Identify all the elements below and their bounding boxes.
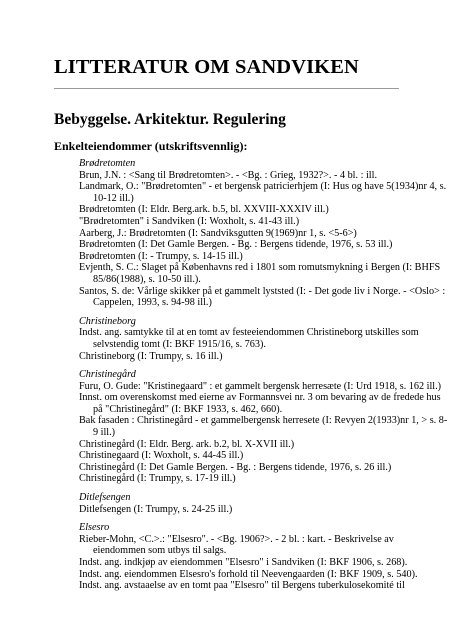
bibliography-entry: Christineborg (I: Trumpy, s. 16 ill.) — [79, 350, 223, 362]
bibliography-entry: Brødretomten (I: Eldr. Berg.ark. b.5, bl. XXVIII-XXXIV ill.) — [79, 204, 329, 216]
property-name: Christinegård — [79, 369, 136, 381]
property-group — [79, 316, 449, 362]
property-name: Christineborg — [79, 315, 136, 327]
bibliography-entry: Landmark, O.: "Brødretomten" - et bergensk patricierhjem (I: Hus og have 5(1934)nr 4, s. 10-12 ill.) — [79, 181, 447, 204]
bibliography-entry: Furu, O. Gude: "Kristinegaard" : et gammelt bergensk herresæte (I: Urd 1918, s. 162 ill.) — [79, 380, 442, 392]
bibliography-entry: Evjenth, S. C.: Slaget på Københavns red i 1801 som romutsmykning i Bergen (I: BHFS 85/86(1988), s. 10-50 ill.). — [79, 262, 441, 285]
bibliography-list — [79, 158, 449, 592]
bibliography-entry: Aarberg, J.: Brødretomten (I: Sandviksgutten 9(1969)nr 1, s. <5-6>) — [79, 227, 357, 239]
bibliography-entry: Brun, J.N. : <Sang til Brødretomten>. - <Bg. : Grieg, 1932?>. - 4 bl. : ill. — [79, 169, 378, 181]
bibliography-entry: Innst. om overenskomst med eierne av Formannsvei nr. 3 om bevaring av de fredede hus på "Christinegård" (I: BKF 1933, s. 462, 660). — [79, 392, 441, 415]
bibliography-entry: Indst. ang. avstaaelse av en tomt paa "Elsesro" til Bergens tuberkulosekomité til — [79, 580, 405, 592]
bibliography-entry: Rieber-Mohn, <C.>.: "Elsesro". - <Bg. 1906?>. - 2 bl. : kart. - Beskrivelse av eiendommen som utbys til salgs. — [79, 533, 394, 557]
bibliography-entry: Ditlefsengen (I: Trumpy, s. 24-25 ill.) — [79, 503, 233, 515]
bibliography-entry: Indst. ang. samtykke til at en tomt av festeeiendommen Christineborg utskilles som selvstendig tomt (I: BKF 1915/16, s. 763). — [79, 327, 419, 350]
bibliography-entry: Christinegaard (I: Woxholt, s. 44-45 ill.) — [79, 450, 244, 462]
property-group — [79, 369, 449, 485]
bibliography-entry: Indst. ang. eiendommen Elsesro's forhold til Neevengaarden (I: BKF 1909, s. 540). — [79, 568, 418, 580]
bibliography-entry: Christinegård (I: Det Gamle Bergen. - Bg. : Bergens tidende, 1976, s. 26 ill.) — [79, 461, 392, 473]
bibliography-entry: Santos, S. de: Vårlige skikker på et gammelt lyststed (I: - Det gode liv i Norge. - <Oslo> : Cappelen, 1993, s. 94-98 ill.) — [79, 285, 446, 309]
page-title: LITTERATUR OM SANDVIKEN — [54, 56, 359, 78]
property-name: Brødretomten — [79, 158, 136, 169]
property-name: Ditlefsengen — [79, 492, 131, 504]
bibliography-entry: Christinegård (I: Trumpy, s. 17-19 ill.) — [79, 473, 236, 485]
bibliography-entry: Indst. ang. indkjøp av eiendommen "Elsesro" i Sandviken (I: BKF 1906, s. 268). — [79, 557, 408, 568]
property-group — [79, 158, 449, 309]
property-group — [79, 522, 449, 592]
subsection-heading: Enkelteiendommer (utskriftsvennlig): — [54, 139, 248, 153]
bibliography-entry: Bak fasaden : Christinegård - et gammelbergensk herresete (I: Revyen 2(1933)nr 1, > s. 8-9 ill.) — [79, 415, 448, 439]
section-heading: Bebyggelse. Arkitektur. Regulering — [54, 111, 286, 128]
title-divider — [54, 88, 399, 89]
property-name: Elsesro — [79, 522, 110, 534]
bibliography-entry: "Brødretomten" i Sandviken (I: Woxholt, s. 41-43 ill.) — [79, 215, 300, 227]
bibliography-entry: Brødretomten (I: - Trumpy, s. 14-15 ill.) — [79, 250, 243, 262]
property-group — [79, 492, 449, 515]
bibliography-entry: Christinegård (I: Eldr. Berg. ark. b.2, bl. X-XVII ill.) — [79, 438, 295, 450]
bibliography-entry: Brødretomten (I: Det Gamle Bergen. - Bg. : Bergens tidende, 1976, s. 53 ill.) — [79, 239, 393, 251]
